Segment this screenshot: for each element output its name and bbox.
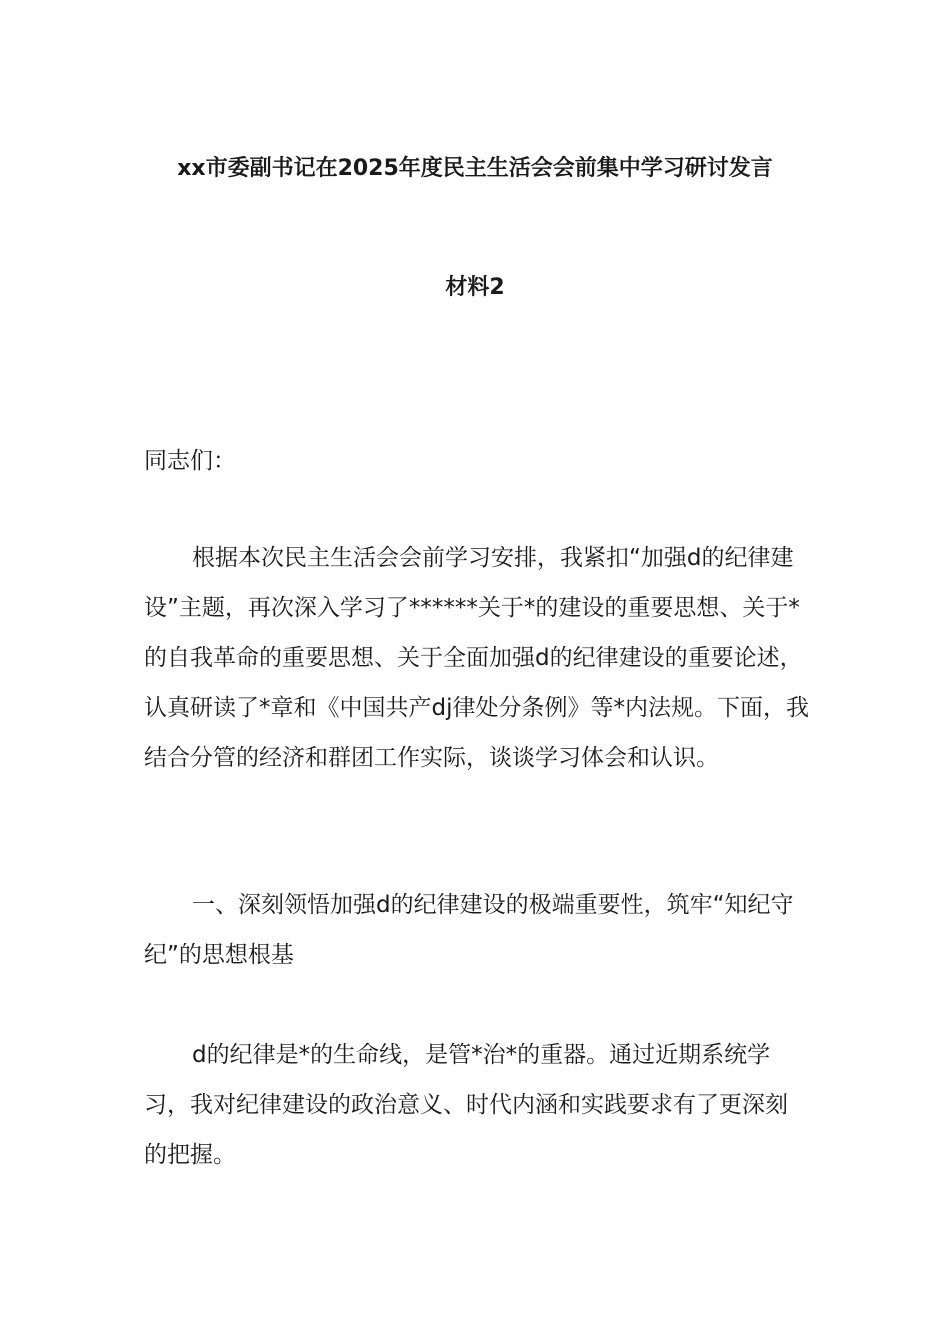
document-title-line-1: xx市委副书记在2025年度民主生活会会前集中学习研讨发言 (177, 156, 773, 181)
document-title-line-2: 材料2 (445, 275, 505, 300)
section-heading-1: 一、深刻领悟加强d的纪律建设的极端重要性，筑牢“知纪守纪”的思想根基 (144, 892, 794, 968)
paragraph-intro: 根据本次民主生活会会前学习安排，我紧扣“加强d的纪律建设”主题，再次深入学习了******关于*的建设的重要思想、关于*的自我革命的重要思想、关于全面加强d的纪律建设的重要论述，认真研读了*章和《中国共产dj律处分条例》等*内法规。下面，我结合分管的经济和群团工作实际，谈谈学习体会和认识。 (144, 545, 809, 771)
paragraph-body: d的纪律是*的生命线，是管*治*的重器。通过近期系统学习，我对纪律建设的政治意义、时代内涵和实践要求有了更深刻的把握。 (144, 1042, 788, 1168)
greeting: 同志们： (144, 448, 236, 474)
